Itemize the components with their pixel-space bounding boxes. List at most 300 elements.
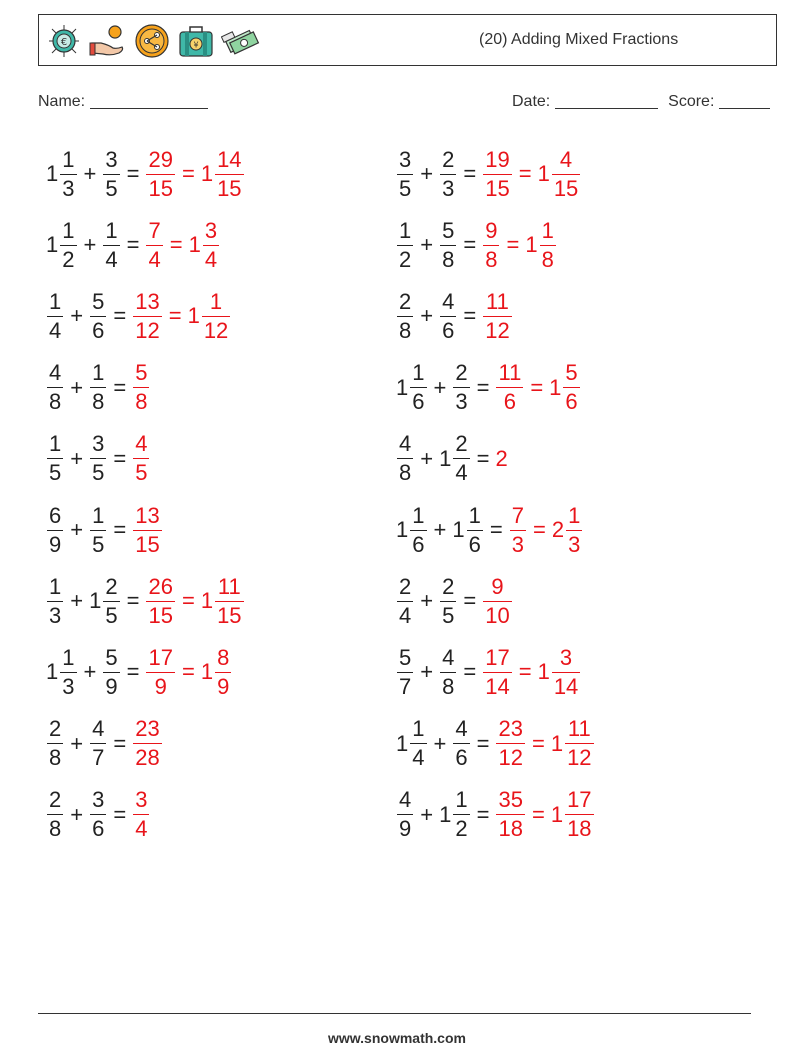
- denominator: 8: [92, 389, 105, 415]
- equals-sign: =: [113, 303, 127, 329]
- numerator: 3: [92, 431, 105, 457]
- denominator: 8: [49, 745, 62, 771]
- denominator: 4: [49, 317, 62, 343]
- denominator: 15: [148, 602, 173, 628]
- fraction: [440, 217, 456, 272]
- whole-number: 1: [200, 659, 214, 685]
- problem-item: [46, 357, 150, 419]
- denominator: 3: [442, 175, 455, 201]
- date-score-fields: [512, 92, 770, 111]
- problem-item: [396, 641, 581, 703]
- denominator: 18: [567, 816, 592, 842]
- numerator: 1: [209, 288, 223, 314]
- problem-item: [46, 499, 163, 561]
- problem-item: [396, 499, 583, 561]
- addend-a: [396, 573, 414, 628]
- equals-sign: =: [113, 445, 127, 471]
- whole-number: 1: [89, 588, 102, 614]
- fraction: [483, 217, 499, 272]
- denominator: 6: [92, 317, 105, 343]
- numerator: 1: [62, 146, 75, 172]
- denominator: 9: [399, 816, 412, 842]
- numerator: 4: [49, 360, 62, 386]
- denominator: 3: [62, 175, 75, 201]
- fraction: [202, 288, 230, 343]
- denominator: 8: [135, 389, 148, 415]
- answer-improper: [482, 217, 500, 272]
- problem-item: [46, 214, 220, 276]
- fraction: [60, 217, 76, 272]
- denominator: 3: [455, 389, 468, 415]
- addend-b: [439, 789, 471, 840]
- whole-number: 2: [551, 517, 565, 542]
- equals-sign: =: [463, 232, 477, 258]
- addend-a: [396, 433, 414, 484]
- denominator: 6: [442, 317, 455, 343]
- fraction: [397, 573, 413, 628]
- fraction: [90, 288, 106, 343]
- fraction: [483, 573, 511, 628]
- denominator: 4: [105, 246, 118, 272]
- denominator: 15: [485, 175, 510, 201]
- answer: [509, 502, 584, 557]
- numerator: 5: [442, 217, 455, 243]
- numerator: 1: [49, 573, 62, 599]
- numerator: 1: [49, 431, 62, 457]
- score-label: Score:: [668, 93, 715, 110]
- fraction: [47, 502, 63, 557]
- numerator: 4: [399, 787, 412, 813]
- denominator: 5: [399, 175, 412, 201]
- numerator: 4: [559, 146, 573, 172]
- answer-equals-sign: =: [532, 517, 546, 542]
- fraction: [203, 217, 219, 272]
- numerator: 5: [92, 288, 105, 314]
- answer-mixed: [200, 146, 245, 201]
- addend-a: [46, 288, 64, 343]
- numerator: 2: [399, 573, 412, 599]
- addend-b: [452, 362, 470, 413]
- addend-a: [396, 288, 414, 343]
- denominator: 5: [135, 460, 148, 486]
- equals-sign: =: [463, 588, 477, 614]
- fraction: [146, 217, 162, 272]
- numerator: 3: [135, 787, 148, 813]
- denominator: 6: [455, 745, 468, 771]
- score-blank[interactable]: [719, 92, 770, 109]
- numerator: 1: [92, 360, 105, 386]
- fraction: [215, 146, 243, 201]
- answer-improper: [495, 446, 508, 472]
- denominator: 5: [105, 175, 118, 201]
- problem-item: [396, 428, 509, 490]
- fraction: [90, 718, 106, 769]
- addend-b: [89, 362, 107, 413]
- addend-b: [89, 502, 107, 557]
- answer-mixed: [188, 217, 221, 272]
- answer-improper: [145, 573, 175, 628]
- fraction: [47, 789, 63, 840]
- fraction: [47, 362, 63, 413]
- plus-sign: +: [420, 161, 434, 186]
- worksheet-header: [38, 14, 777, 66]
- answer-mixed: [551, 718, 595, 769]
- whole-number: 1: [550, 730, 564, 756]
- fraction: [47, 718, 63, 769]
- answer-mixed: [537, 146, 582, 201]
- numerator: 19: [485, 146, 510, 172]
- plus-sign: +: [420, 588, 434, 614]
- fraction: [397, 217, 413, 272]
- whole-number: 1: [537, 161, 550, 186]
- addend-a: [46, 433, 64, 484]
- fraction: [467, 502, 483, 557]
- answer: [482, 573, 512, 628]
- numerator: 1: [105, 217, 118, 243]
- addend-b: [439, 288, 457, 343]
- answer-improper: [132, 362, 150, 413]
- problem-item: [396, 143, 581, 205]
- whole-number: 1: [46, 232, 59, 258]
- plus-sign: +: [433, 517, 447, 542]
- numerator: 11: [567, 716, 591, 742]
- denominator: 18: [498, 816, 523, 842]
- plus-sign: +: [70, 588, 84, 614]
- equals-sign: =: [113, 517, 127, 542]
- equals-sign: =: [126, 659, 140, 685]
- addend-b: [439, 146, 457, 201]
- fraction: [483, 288, 511, 343]
- answer-equals-sign: =: [181, 161, 195, 186]
- fraction: [496, 362, 523, 413]
- fraction: [483, 146, 511, 201]
- addend-a: [46, 217, 78, 272]
- denominator: 8: [399, 460, 412, 486]
- whole-number: 2: [495, 445, 508, 471]
- whole-number: 1: [452, 517, 465, 542]
- answer-improper: [482, 573, 512, 628]
- numerator: 1: [49, 288, 62, 314]
- denominator: 6: [565, 389, 578, 415]
- addend-a: [46, 789, 64, 840]
- fraction: [440, 288, 456, 343]
- problem-item: [396, 784, 595, 846]
- fraction: [133, 718, 161, 769]
- denominator: 14: [553, 673, 579, 699]
- numerator: 3: [105, 146, 118, 172]
- denominator: 8: [399, 317, 412, 343]
- denominator: 5: [105, 602, 118, 628]
- denominator: 4: [399, 602, 412, 628]
- denominator: 15: [135, 531, 160, 557]
- numerator: 3: [559, 644, 573, 670]
- answer: [145, 217, 220, 272]
- date-label: Date:: [512, 93, 551, 110]
- problem-item: [46, 570, 245, 632]
- denominator: 5: [49, 460, 62, 486]
- denominator: 2: [399, 246, 412, 272]
- denominator: 15: [148, 175, 173, 201]
- answer-mixed: [537, 644, 582, 699]
- whole-number: 1: [396, 730, 409, 756]
- numerator: 8: [217, 644, 230, 670]
- answer: [145, 146, 244, 201]
- numerator: 1: [412, 502, 425, 528]
- denominator: 9: [217, 673, 230, 699]
- answer-improper: [495, 718, 525, 769]
- answer-improper: [482, 288, 512, 343]
- fraction: [453, 362, 469, 413]
- numerator: 23: [135, 716, 160, 742]
- denominator: 4: [204, 246, 218, 272]
- fraction: [566, 502, 582, 557]
- addend-b: [89, 789, 107, 840]
- problem-item: [46, 784, 150, 846]
- numerator: 9: [491, 573, 504, 599]
- addend-a: [396, 502, 428, 557]
- fraction: [483, 644, 511, 699]
- plus-sign: +: [70, 517, 84, 542]
- denominator: 6: [468, 531, 481, 557]
- answer-improper: [145, 644, 175, 699]
- equals-sign: =: [113, 374, 127, 400]
- answer-improper: [495, 362, 524, 413]
- denominator: 12: [567, 745, 592, 771]
- numerator: 4: [442, 644, 455, 670]
- fraction: [215, 644, 231, 699]
- addend-b: [89, 288, 107, 343]
- equals-sign: =: [126, 161, 140, 186]
- denominator: 12: [498, 745, 523, 771]
- whole-number: 1: [46, 161, 59, 186]
- numerator: 2: [442, 146, 455, 172]
- denominator: 4: [455, 460, 468, 486]
- fraction: [146, 146, 174, 201]
- addend-b: [89, 718, 107, 769]
- fraction: [397, 288, 413, 343]
- fraction: [496, 718, 524, 769]
- answer-improper: [145, 217, 163, 272]
- denominator: 9: [49, 531, 62, 557]
- fraction: [103, 573, 119, 628]
- denominator: 15: [553, 175, 579, 201]
- numerator: 1: [92, 502, 105, 528]
- numerator: 17: [485, 644, 510, 670]
- answer: [495, 362, 580, 413]
- plus-sign: +: [83, 659, 97, 685]
- answer-improper: [132, 433, 150, 484]
- numerator: 14: [217, 146, 242, 172]
- addend-a: [396, 718, 428, 769]
- whole-number: 1: [396, 374, 409, 400]
- numerator: 11: [217, 573, 241, 599]
- whole-number: 1: [187, 303, 200, 329]
- fraction: [453, 718, 469, 769]
- answer-mixed: [549, 362, 581, 413]
- fraction: [410, 362, 426, 413]
- fraction: [453, 433, 469, 484]
- numerator: 13: [135, 502, 160, 528]
- denominator: 28: [135, 745, 160, 771]
- numerator: 7: [511, 502, 524, 528]
- problem-item: [46, 143, 245, 205]
- share-coin-icon: [133, 23, 171, 59]
- fraction: [47, 433, 63, 484]
- fraction: [440, 573, 456, 628]
- worksheet-title: (20) Adding Mixed Fractions: [479, 31, 679, 48]
- name-blank[interactable]: [90, 92, 208, 109]
- addend-b: [439, 433, 471, 484]
- numerator: 13: [135, 288, 160, 314]
- footer-url: www.snowmath.com: [328, 1030, 466, 1046]
- problem-item: [396, 713, 595, 775]
- numerator: 2: [399, 288, 412, 314]
- denominator: 6: [412, 389, 425, 415]
- fraction: [90, 362, 106, 413]
- equals-sign: =: [463, 303, 477, 329]
- fraction: [552, 146, 580, 201]
- numerator: 4: [399, 431, 412, 457]
- whole-number: 1: [439, 801, 452, 827]
- numerator: 17: [567, 787, 592, 813]
- whole-number: 1: [396, 517, 409, 542]
- addend-a: [396, 217, 414, 272]
- fraction: [410, 502, 426, 557]
- footer-divider: [38, 1013, 751, 1014]
- fraction: [103, 146, 119, 201]
- plus-sign: +: [420, 445, 434, 471]
- plus-sign: +: [70, 801, 84, 827]
- numerator: 1: [455, 787, 468, 813]
- whole-number: 1: [188, 232, 201, 258]
- fraction: [133, 288, 161, 343]
- answer-equals-sign: =: [531, 730, 545, 756]
- denominator: 2: [62, 246, 75, 272]
- addend-b: [439, 217, 457, 272]
- whole-number: 1: [46, 659, 59, 685]
- plus-sign: +: [420, 303, 434, 329]
- problem-item: [396, 285, 513, 347]
- addend-a: [46, 146, 78, 201]
- fraction: [103, 217, 119, 272]
- fraction: [453, 789, 469, 840]
- addend-b: [89, 433, 107, 484]
- equals-sign: =: [126, 588, 140, 614]
- fraction: [47, 288, 63, 343]
- denominator: 15: [217, 602, 242, 628]
- numerator: 7: [148, 217, 161, 243]
- fraction: [440, 644, 456, 699]
- addend-b: [102, 217, 120, 272]
- name-field: [38, 92, 208, 111]
- addend-a: [396, 644, 414, 699]
- answer: [495, 718, 594, 769]
- answer: [495, 789, 594, 840]
- header-icons: [45, 23, 261, 59]
- money-bills-icon: [221, 23, 261, 59]
- fraction: [565, 789, 593, 840]
- equals-sign: =: [113, 730, 127, 756]
- numerator: 6: [49, 502, 62, 528]
- numerator: 4: [92, 716, 105, 742]
- denominator: 8: [485, 246, 498, 272]
- numerator: 4: [455, 716, 468, 742]
- numerator: 2: [455, 360, 468, 386]
- fraction: [47, 573, 63, 628]
- plus-sign: +: [420, 801, 434, 827]
- answer-equals-sign: =: [530, 374, 544, 400]
- plus-sign: +: [433, 730, 447, 756]
- fraction: [146, 573, 174, 628]
- answer: [132, 789, 150, 840]
- fraction: [133, 433, 149, 484]
- numerator: 3: [204, 217, 218, 243]
- numerator: 4: [135, 431, 148, 457]
- answer-improper: [509, 502, 527, 557]
- equals-sign: =: [476, 801, 490, 827]
- numerator: 5: [565, 360, 578, 386]
- denominator: 12: [135, 317, 160, 343]
- answer-equals-sign: =: [181, 659, 195, 685]
- whole-number: 1: [537, 659, 550, 685]
- numerator: 2: [105, 573, 118, 599]
- answer: [145, 573, 244, 628]
- denominator: 3: [49, 602, 62, 628]
- numerator: 9: [485, 217, 498, 243]
- equals-sign: =: [489, 517, 503, 542]
- addend-b: [439, 573, 457, 628]
- denominator: 8: [49, 389, 62, 415]
- plus-sign: +: [420, 659, 434, 685]
- answer: [482, 288, 512, 343]
- denominator: 8: [49, 816, 62, 842]
- fraction: [215, 573, 243, 628]
- numerator: 1: [62, 217, 75, 243]
- numerator: 1: [412, 360, 425, 386]
- whole-number: 1: [200, 588, 214, 614]
- denominator: 4: [135, 816, 148, 842]
- answer: [482, 217, 557, 272]
- numerator: 1: [412, 716, 425, 742]
- denominator: 2: [455, 816, 468, 842]
- plus-sign: +: [70, 303, 84, 329]
- numerator: 2: [49, 787, 62, 813]
- answer: [482, 146, 581, 201]
- fraction: [510, 502, 526, 557]
- fraction: [496, 789, 524, 840]
- addend-a: [396, 362, 428, 413]
- fraction: [565, 718, 593, 769]
- denominator: 6: [92, 816, 105, 842]
- denominator: 6: [496, 387, 523, 413]
- answer-equals-sign: =: [518, 659, 532, 685]
- svg-text:¥: ¥: [193, 40, 199, 50]
- numerator: 2: [49, 716, 62, 742]
- denominator: 4: [148, 246, 161, 272]
- fraction: [60, 644, 76, 699]
- numerator: 1: [468, 502, 481, 528]
- whole-number: 1: [550, 801, 564, 827]
- fraction: [90, 433, 106, 484]
- fraction: [397, 644, 413, 699]
- addend-b: [89, 573, 121, 628]
- plus-sign: +: [433, 374, 447, 400]
- addend-b: [452, 718, 470, 769]
- date-blank[interactable]: [555, 92, 658, 109]
- answer: [132, 718, 162, 769]
- addend-b: [102, 146, 120, 201]
- numerator: 17: [148, 644, 173, 670]
